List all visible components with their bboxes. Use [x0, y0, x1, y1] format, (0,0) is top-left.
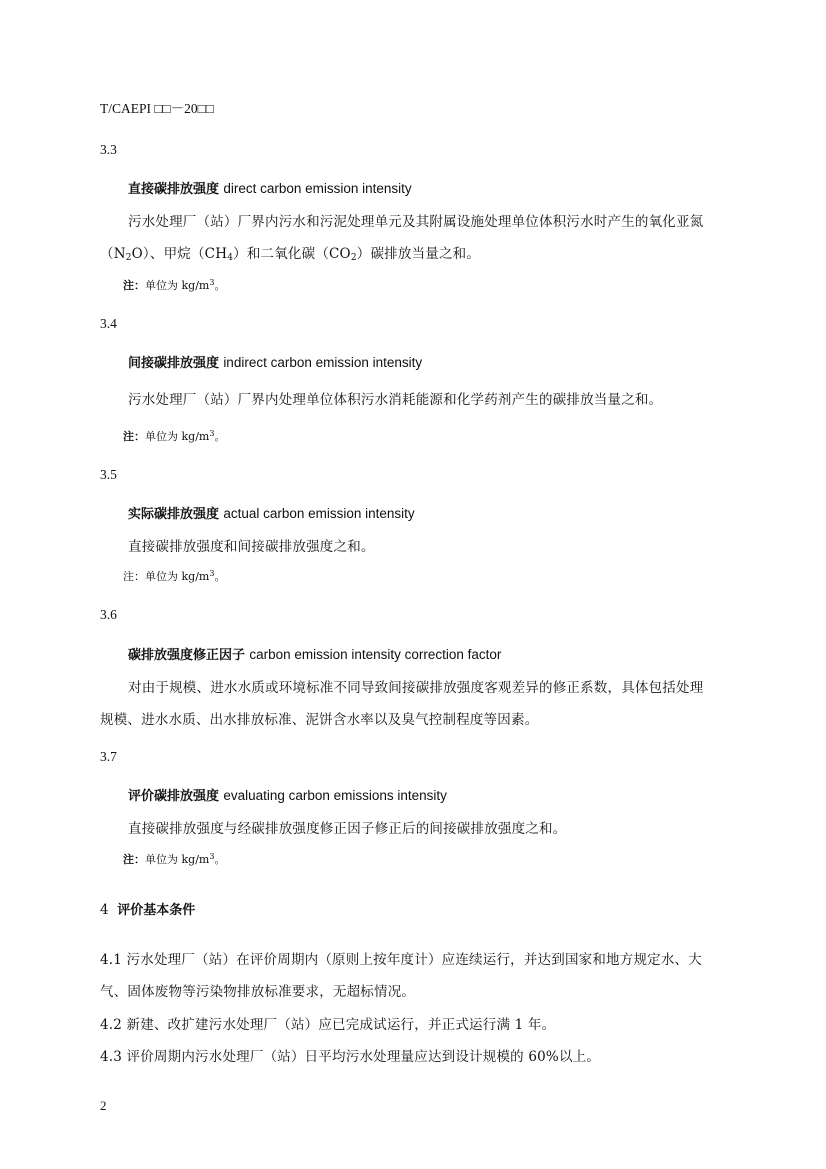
term-chinese: 评价碳排放强度	[128, 789, 220, 804]
term-english: direct carbon emission intensity	[223, 181, 412, 196]
superscript: 3	[209, 569, 215, 578]
term-heading	[128, 503, 415, 522]
superscript: 3	[209, 429, 215, 438]
term-english: carbon emission intensity correction factor	[249, 647, 502, 662]
superscript: 3	[209, 852, 215, 861]
page-number: 2	[100, 1098, 107, 1113]
note	[123, 851, 225, 867]
note-text: 单位为 kg/m	[145, 853, 210, 866]
clause-line: 4.1 污水处理厂（站）在评价周期内（原则上按年度计）应连续运行，并达到国家和地方规定水、大	[100, 952, 702, 968]
definition-line	[100, 242, 480, 263]
term-english: actual carbon emission intensity	[223, 506, 415, 521]
text-fragment: （N	[100, 246, 126, 262]
subscript: 4	[227, 253, 234, 263]
term-heading	[128, 644, 501, 663]
definition-line: 对由于规模、进水水质或环境标准不同导致间接碳排放强度客观差异的修正系数，具体包括处理	[128, 680, 704, 696]
clause-line: 4.3 评价周期内污水处理厂（站）日平均污水处理量应达到设计规模的 60%以上。	[100, 1049, 601, 1065]
note-text: 单位为 kg/m	[145, 570, 210, 583]
note	[123, 428, 225, 444]
term-chinese: 间接碳排放强度	[128, 356, 220, 371]
clause-number: 3.3	[100, 142, 117, 157]
definition-line: 直接碳排放强度和间接碳排放强度之和。	[128, 539, 375, 555]
term-chinese: 直接碳排放强度	[128, 182, 220, 197]
clause-line: 4.2 新建、改扩建污水处理厂（站）应已完成试运行，并正式运行满 1 年。	[100, 1017, 556, 1033]
text-fragment: O）、甲烷（CH	[131, 246, 228, 262]
clause-number: 3.7	[100, 749, 117, 764]
note-label: 注：	[123, 853, 145, 866]
section-heading	[100, 899, 195, 918]
clause-number: 3.6	[100, 607, 117, 622]
term-heading	[128, 352, 422, 371]
definition-line: 规模、进水水质、出水排放标准、泥饼含水率以及臭气控制程度等因素。	[100, 712, 539, 728]
definition-line: 直接碳排放强度与经碳排放强度修正因子修正后的间接碳排放强度之和。	[128, 821, 567, 837]
clause-number: 3.5	[100, 467, 117, 482]
term-chinese: 碳排放强度修正因子	[128, 648, 246, 663]
note-text: 单位为 kg/m	[145, 279, 210, 292]
term-heading	[128, 178, 412, 197]
note-text: 单位为 kg/m	[145, 430, 210, 443]
subscript: 2	[350, 253, 357, 263]
definition-line: 污水处理厂（站）厂界内污水和污泥处理单元及其附属设施处理单位体积污水时产生的氧化亚氮	[128, 214, 704, 230]
term-english: indirect carbon emission intensity	[223, 355, 423, 370]
note-text: 。	[214, 853, 226, 866]
text-fragment: ）碳排放当量之和。	[356, 246, 481, 262]
section-number: 4	[100, 902, 109, 918]
note-label: 注：	[123, 430, 145, 443]
note-label: 注：	[123, 279, 145, 292]
term-english: evaluating carbon emissions intensity	[223, 788, 447, 803]
document-code-header: T/CAEPI □□－20□□	[100, 101, 214, 116]
note-text: 。	[214, 430, 226, 443]
term-chinese: 实际碳排放强度	[128, 507, 220, 522]
subscript: 2	[125, 253, 132, 263]
superscript: 3	[209, 278, 215, 287]
text-fragment: ）和二氧化碳（CO	[233, 246, 351, 262]
term-heading	[128, 785, 447, 804]
note-text: 。	[214, 570, 226, 583]
note-label: 注：	[123, 570, 145, 583]
note	[123, 277, 225, 293]
note	[123, 568, 225, 584]
clause-line: 气、固体废物等污染物排放标准要求，无超标情况。	[100, 984, 416, 1000]
section-title: 评价基本条件	[117, 903, 196, 918]
clause-number: 3.4	[100, 316, 117, 331]
definition-line: 污水处理厂（站）厂界内处理单位体积污水消耗能源和化学药剂产生的碳排放当量之和。	[128, 392, 663, 408]
note-text: 。	[214, 279, 226, 292]
